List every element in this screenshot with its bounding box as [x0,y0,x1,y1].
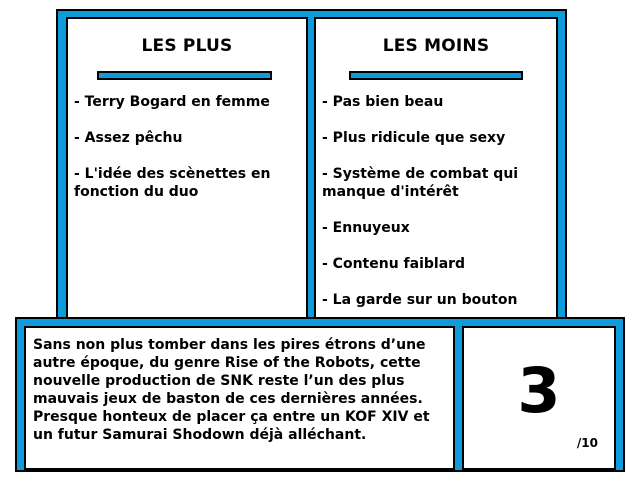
pros-item: - Terry Bogard en femme [74,94,270,110]
score-max: /10 [576,436,598,450]
score-panel [462,326,616,470]
pros-item: - Assez pêchu [74,130,183,146]
cons-item: - La garde sur un bouton [322,292,518,308]
cons-item: - Plus ridicule que sexy [322,130,506,146]
pros-panel [66,17,308,320]
cons-title: LES MOINS [382,36,490,56]
cons-panel [314,17,558,320]
pros-title-underline [97,71,272,80]
cons-item: - Ennuyeux [322,220,410,236]
cons-item: - Pas bien beau [322,94,444,110]
pros-item: - L'idée des scènettes en fonction du duo [74,166,271,200]
pros-title: LES PLUS [141,36,233,56]
cons-list [322,93,550,327]
summary-panel [24,326,455,470]
pros-list [74,93,300,219]
summary-text: Sans non plus tomber dans les pires étrons d’une autre époque, du genre Rise of the Robots, cette nouvelle production de SNK reste l’un des plus mauvais jeux de baston de ces dernières années. Presque honteux de placer ça entre un KOF XIV et un futur Samurai Shodown déjà alléchant. [33,337,430,443]
score-value: 3 [517,354,561,427]
cons-item: - Système de combat qui manque d'intérêt [322,166,519,200]
cons-item: - Contenu faiblard [322,256,466,272]
cons-title-underline [349,71,523,80]
